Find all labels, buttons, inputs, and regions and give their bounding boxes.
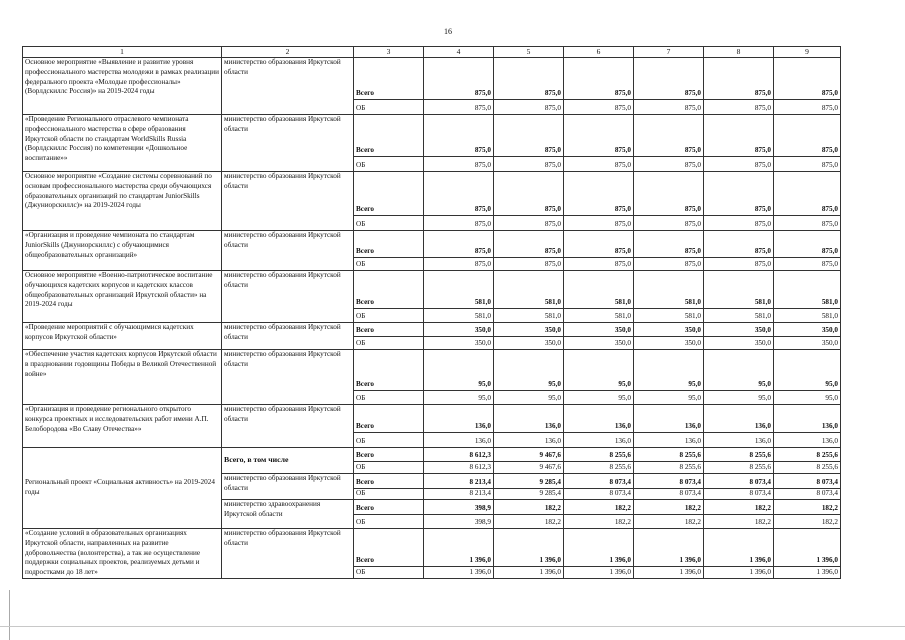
amount-cell: 8 255,6: [704, 448, 774, 462]
amount-cell: 875,0: [704, 258, 774, 271]
funding-type-cell: ОБ: [354, 157, 424, 172]
amount-cell: 136,0: [634, 433, 704, 448]
funding-type-cell: Всего: [354, 115, 424, 157]
executor-cell: министерство образования Иркутской области: [222, 529, 354, 579]
amount-cell: 8 255,6: [634, 462, 704, 474]
amount-cell: 136,0: [704, 405, 774, 433]
table-row: [23, 529, 841, 566]
amount-cell: 182,2: [564, 515, 634, 529]
amount-cell: 136,0: [774, 405, 841, 433]
amount-cell: 581,0: [564, 271, 634, 309]
amount-cell: 581,0: [564, 309, 634, 323]
amount-cell: 136,0: [494, 405, 564, 433]
amount-cell: 1 396,0: [774, 529, 841, 566]
amount-cell: 182,2: [704, 515, 774, 529]
amount-cell: 9 285,4: [494, 474, 564, 489]
funding-type-cell: Всего: [354, 405, 424, 433]
executor-cell: Всего, в том числе: [222, 448, 354, 474]
amount-cell: 875,0: [424, 100, 494, 115]
amount-cell: 875,0: [564, 258, 634, 271]
amount-cell: 581,0: [424, 309, 494, 323]
amount-cell: 875,0: [774, 216, 841, 231]
amount-cell: 350,0: [704, 337, 774, 350]
amount-cell: 8 073,4: [564, 489, 634, 500]
amount-cell: 182,2: [634, 515, 704, 529]
funding-type-cell: ОБ: [354, 100, 424, 115]
executor-cell: министерство образования Иркутской области: [222, 231, 354, 271]
table-row: [23, 323, 841, 337]
amount-cell: 8 073,4: [704, 474, 774, 489]
amount-cell: 182,2: [494, 500, 564, 515]
amount-cell: 875,0: [774, 231, 841, 258]
scan-artifact-line: [9, 590, 10, 640]
amount-cell: 1 396,0: [704, 566, 774, 578]
amount-cell: 1 396,0: [564, 529, 634, 566]
amount-cell: 1 396,0: [494, 529, 564, 566]
amount-cell: 875,0: [704, 231, 774, 258]
amount-cell: 136,0: [564, 433, 634, 448]
funding-type-cell: ОБ: [354, 489, 424, 500]
amount-cell: 875,0: [704, 172, 774, 216]
amount-cell: 8 255,6: [634, 448, 704, 462]
amount-cell: 875,0: [704, 115, 774, 157]
amount-cell: 95,0: [494, 391, 564, 405]
funding-type-cell: Всего: [354, 448, 424, 462]
funding-type-cell: Всего: [354, 474, 424, 489]
amount-cell: 875,0: [634, 58, 704, 100]
amount-cell: 875,0: [494, 100, 564, 115]
amount-cell: 8 255,6: [564, 448, 634, 462]
amount-cell: 182,2: [774, 500, 841, 515]
header-cell: 9: [774, 47, 841, 58]
amount-cell: 581,0: [494, 271, 564, 309]
amount-cell: 875,0: [564, 157, 634, 172]
header-cell: 1: [23, 47, 222, 58]
funding-type-cell: ОБ: [354, 216, 424, 231]
amount-cell: 581,0: [704, 309, 774, 323]
activity-name-cell: Основное мероприятие «Создание системы соревнований по основам профессионального мастерства среди обучающихся образовательных организаций по стандартам JuniorSkills (Джуниорскиллс)» на 2019-2024 годы: [23, 172, 222, 231]
amount-cell: 1 396,0: [424, 566, 494, 578]
amount-cell: 581,0: [494, 309, 564, 323]
activity-name-cell: «Организация и проведение чемпионата по стандартам JuniorSkills (Джуниорскиллс) с обучающимися общеобразовательных организаций»: [23, 231, 222, 271]
executor-cell: министерство здравоохранения Иркутской области: [222, 500, 354, 529]
amount-cell: 136,0: [494, 433, 564, 448]
amount-cell: 875,0: [424, 216, 494, 231]
executor-cell: министерство образования Иркутской области: [222, 323, 354, 350]
amount-cell: 875,0: [564, 115, 634, 157]
amount-cell: 182,2: [774, 515, 841, 529]
amount-cell: 8 255,6: [704, 462, 774, 474]
funding-type-cell: Всего: [354, 172, 424, 216]
amount-cell: 9 467,6: [494, 462, 564, 474]
amount-cell: 350,0: [494, 323, 564, 337]
amount-cell: 95,0: [704, 350, 774, 391]
amount-cell: 350,0: [704, 323, 774, 337]
table-row: [23, 231, 841, 258]
amount-cell: 581,0: [634, 309, 704, 323]
amount-cell: 136,0: [774, 433, 841, 448]
amount-cell: 875,0: [564, 58, 634, 100]
amount-cell: 95,0: [564, 391, 634, 405]
amount-cell: 875,0: [564, 172, 634, 216]
amount-cell: 875,0: [774, 100, 841, 115]
amount-cell: 95,0: [424, 350, 494, 391]
header-cell: 5: [494, 47, 564, 58]
header-cell: 2: [222, 47, 354, 58]
amount-cell: 581,0: [634, 271, 704, 309]
table-row: [23, 271, 841, 309]
amount-cell: 875,0: [424, 172, 494, 216]
table-row: [23, 115, 841, 157]
amount-cell: 398,9: [424, 500, 494, 515]
amount-cell: 95,0: [564, 350, 634, 391]
activity-name-cell: Основное мероприятие «Военно-патриотическое воспитание обучающихся кадетских корпусов и кадетских классов общеобразовательных организаций Иркутской области» на 2019-2024 годы: [23, 271, 222, 323]
amount-cell: 875,0: [424, 58, 494, 100]
amount-cell: 875,0: [634, 115, 704, 157]
funding-type-cell: Всего: [354, 529, 424, 566]
amount-cell: 875,0: [424, 115, 494, 157]
activity-name-cell: Основное мероприятие «Выявление и развитие уровня профессионального мастерства молодежи в рамках реализации федерального проекта «Молодые профессионалы» (Ворлдскиллс Россия)» на 2019-2024 годы: [23, 58, 222, 115]
amount-cell: 136,0: [424, 433, 494, 448]
activity-name-cell: «Организация и проведение регионального открытого конкурса проектных и исследовательских работ имени А.П. Белобородова «Во Славу Отечества»»: [23, 405, 222, 448]
amount-cell: 350,0: [494, 337, 564, 350]
amount-cell: 875,0: [564, 216, 634, 231]
amount-cell: 9 467,6: [494, 448, 564, 462]
amount-cell: 95,0: [494, 350, 564, 391]
table-row: [23, 350, 841, 391]
executor-cell: министерство образования Иркутской области: [222, 172, 354, 231]
amount-cell: 875,0: [494, 172, 564, 216]
table-body: [23, 58, 841, 579]
amount-cell: 875,0: [494, 258, 564, 271]
amount-cell: 95,0: [774, 391, 841, 405]
amount-cell: 9 285,4: [494, 489, 564, 500]
header-cell: 4: [424, 47, 494, 58]
amount-cell: 875,0: [704, 216, 774, 231]
funding-type-cell: ОБ: [354, 462, 424, 474]
amount-cell: 875,0: [774, 258, 841, 271]
executor-cell: министерство образования Иркутской области: [222, 474, 354, 500]
funding-type-cell: Всего: [354, 323, 424, 337]
amount-cell: 581,0: [704, 271, 774, 309]
amount-cell: 95,0: [634, 350, 704, 391]
amount-cell: 581,0: [774, 309, 841, 323]
amount-cell: 875,0: [494, 157, 564, 172]
amount-cell: 8 612,3: [424, 448, 494, 462]
amount-cell: 8 255,6: [564, 462, 634, 474]
amount-cell: 8 073,4: [564, 474, 634, 489]
amount-cell: 875,0: [774, 115, 841, 157]
scan-artifact-line: [0, 626, 905, 627]
amount-cell: 1 396,0: [704, 529, 774, 566]
amount-cell: 8 073,4: [634, 489, 704, 500]
amount-cell: 8 213,4: [424, 489, 494, 500]
amount-cell: 875,0: [774, 157, 841, 172]
activity-name-cell: «Проведение мероприятий с обучающимися кадетских корпусов Иркутской области»: [23, 323, 222, 350]
funding-type-cell: Всего: [354, 500, 424, 515]
table-row: [23, 58, 841, 100]
funding-type-cell: Всего: [354, 231, 424, 258]
amount-cell: 1 396,0: [774, 566, 841, 578]
amount-cell: 875,0: [634, 258, 704, 271]
amount-cell: 136,0: [634, 405, 704, 433]
amount-cell: 182,2: [634, 500, 704, 515]
activity-name-cell: «Обеспечение участия кадетских корпусов Иркутской области в праздновании годовщины Победы в Великой Отечественной войне»: [23, 350, 222, 405]
amount-cell: 350,0: [774, 323, 841, 337]
funding-type-cell: ОБ: [354, 337, 424, 350]
activity-name-cell: «Проведение Регионального отраслевого чемпионата профессионального мастерства в сфере образования Иркутской области по стандартам WorldSkills Russia (Ворлдскиллс Россия) по компетенции «Дошкольное воспитание»»: [23, 115, 222, 172]
amount-cell: 350,0: [564, 337, 634, 350]
header-cell: 6: [564, 47, 634, 58]
amount-cell: 875,0: [494, 115, 564, 157]
amount-cell: 350,0: [424, 337, 494, 350]
amount-cell: 875,0: [494, 216, 564, 231]
amount-cell: 182,2: [494, 515, 564, 529]
amount-cell: 875,0: [424, 231, 494, 258]
amount-cell: 136,0: [704, 433, 774, 448]
project-name-cell: Региональный проект «Социальная активность» на 2019-2024 годы: [23, 448, 222, 529]
activity-name-cell: «Создание условий в образовательных организациях Иркутской области, направленных на развитие добровольчества (волонтерства), а так же осуществление поддержки социальных проектов, реализуемых детьми и подростками до 18 лет»: [23, 529, 222, 579]
amount-cell: 8 612,3: [424, 462, 494, 474]
amount-cell: 581,0: [774, 271, 841, 309]
amount-cell: 1 396,0: [424, 529, 494, 566]
executor-cell: министерство образования Иркутской области: [222, 405, 354, 448]
amount-cell: 581,0: [424, 271, 494, 309]
amount-cell: 8 073,4: [634, 474, 704, 489]
executor-cell: министерство образования Иркутской области: [222, 115, 354, 172]
funding-type-cell: ОБ: [354, 566, 424, 578]
amount-cell: 350,0: [634, 337, 704, 350]
executor-cell: министерство образования Иркутской области: [222, 271, 354, 323]
amount-cell: 875,0: [634, 231, 704, 258]
amount-cell: 350,0: [564, 323, 634, 337]
table-row: [23, 448, 841, 462]
executor-cell: министерство образования Иркутской области: [222, 58, 354, 115]
amount-cell: 350,0: [774, 337, 841, 350]
amount-cell: 875,0: [634, 216, 704, 231]
table-row: [23, 405, 841, 433]
amount-cell: 350,0: [424, 323, 494, 337]
amount-cell: 875,0: [494, 231, 564, 258]
header-cell: 8: [704, 47, 774, 58]
amount-cell: 398,9: [424, 515, 494, 529]
header-row: [23, 47, 841, 58]
funding-type-cell: Всего: [354, 58, 424, 100]
header-cell: 7: [634, 47, 704, 58]
amount-cell: 1 396,0: [494, 566, 564, 578]
executor-cell: министерство образования Иркутской области: [222, 350, 354, 405]
amount-cell: 95,0: [704, 391, 774, 405]
amount-cell: 136,0: [564, 405, 634, 433]
amount-cell: 8 073,4: [774, 489, 841, 500]
amount-cell: 1 396,0: [634, 529, 704, 566]
funding-type-cell: ОБ: [354, 433, 424, 448]
budget-table: [22, 46, 841, 579]
funding-type-cell: ОБ: [354, 258, 424, 271]
page-number: 16: [444, 27, 452, 36]
amount-cell: 875,0: [494, 58, 564, 100]
amount-cell: 350,0: [634, 323, 704, 337]
amount-cell: 136,0: [424, 405, 494, 433]
amount-cell: 875,0: [424, 157, 494, 172]
funding-type-cell: ОБ: [354, 515, 424, 529]
amount-cell: 875,0: [704, 100, 774, 115]
amount-cell: 8 073,4: [774, 474, 841, 489]
funding-type-cell: Всего: [354, 350, 424, 391]
amount-cell: 875,0: [564, 231, 634, 258]
amount-cell: 875,0: [634, 100, 704, 115]
funding-type-cell: ОБ: [354, 391, 424, 405]
amount-cell: 182,2: [704, 500, 774, 515]
table-row: [23, 172, 841, 216]
amount-cell: 8 255,6: [774, 462, 841, 474]
amount-cell: 875,0: [634, 157, 704, 172]
amount-cell: 875,0: [774, 58, 841, 100]
amount-cell: 875,0: [634, 172, 704, 216]
amount-cell: 875,0: [704, 58, 774, 100]
amount-cell: 875,0: [424, 258, 494, 271]
amount-cell: 8 213,4: [424, 474, 494, 489]
amount-cell: 8 073,4: [704, 489, 774, 500]
amount-cell: 182,2: [564, 500, 634, 515]
amount-cell: 8 255,6: [774, 448, 841, 462]
amount-cell: 875,0: [704, 157, 774, 172]
amount-cell: 95,0: [634, 391, 704, 405]
amount-cell: 95,0: [774, 350, 841, 391]
amount-cell: 1 396,0: [564, 566, 634, 578]
amount-cell: 875,0: [774, 172, 841, 216]
header-cell: 3: [354, 47, 424, 58]
funding-type-cell: Всего: [354, 271, 424, 309]
amount-cell: 875,0: [564, 100, 634, 115]
amount-cell: 1 396,0: [634, 566, 704, 578]
funding-type-cell: ОБ: [354, 309, 424, 323]
amount-cell: 95,0: [424, 391, 494, 405]
